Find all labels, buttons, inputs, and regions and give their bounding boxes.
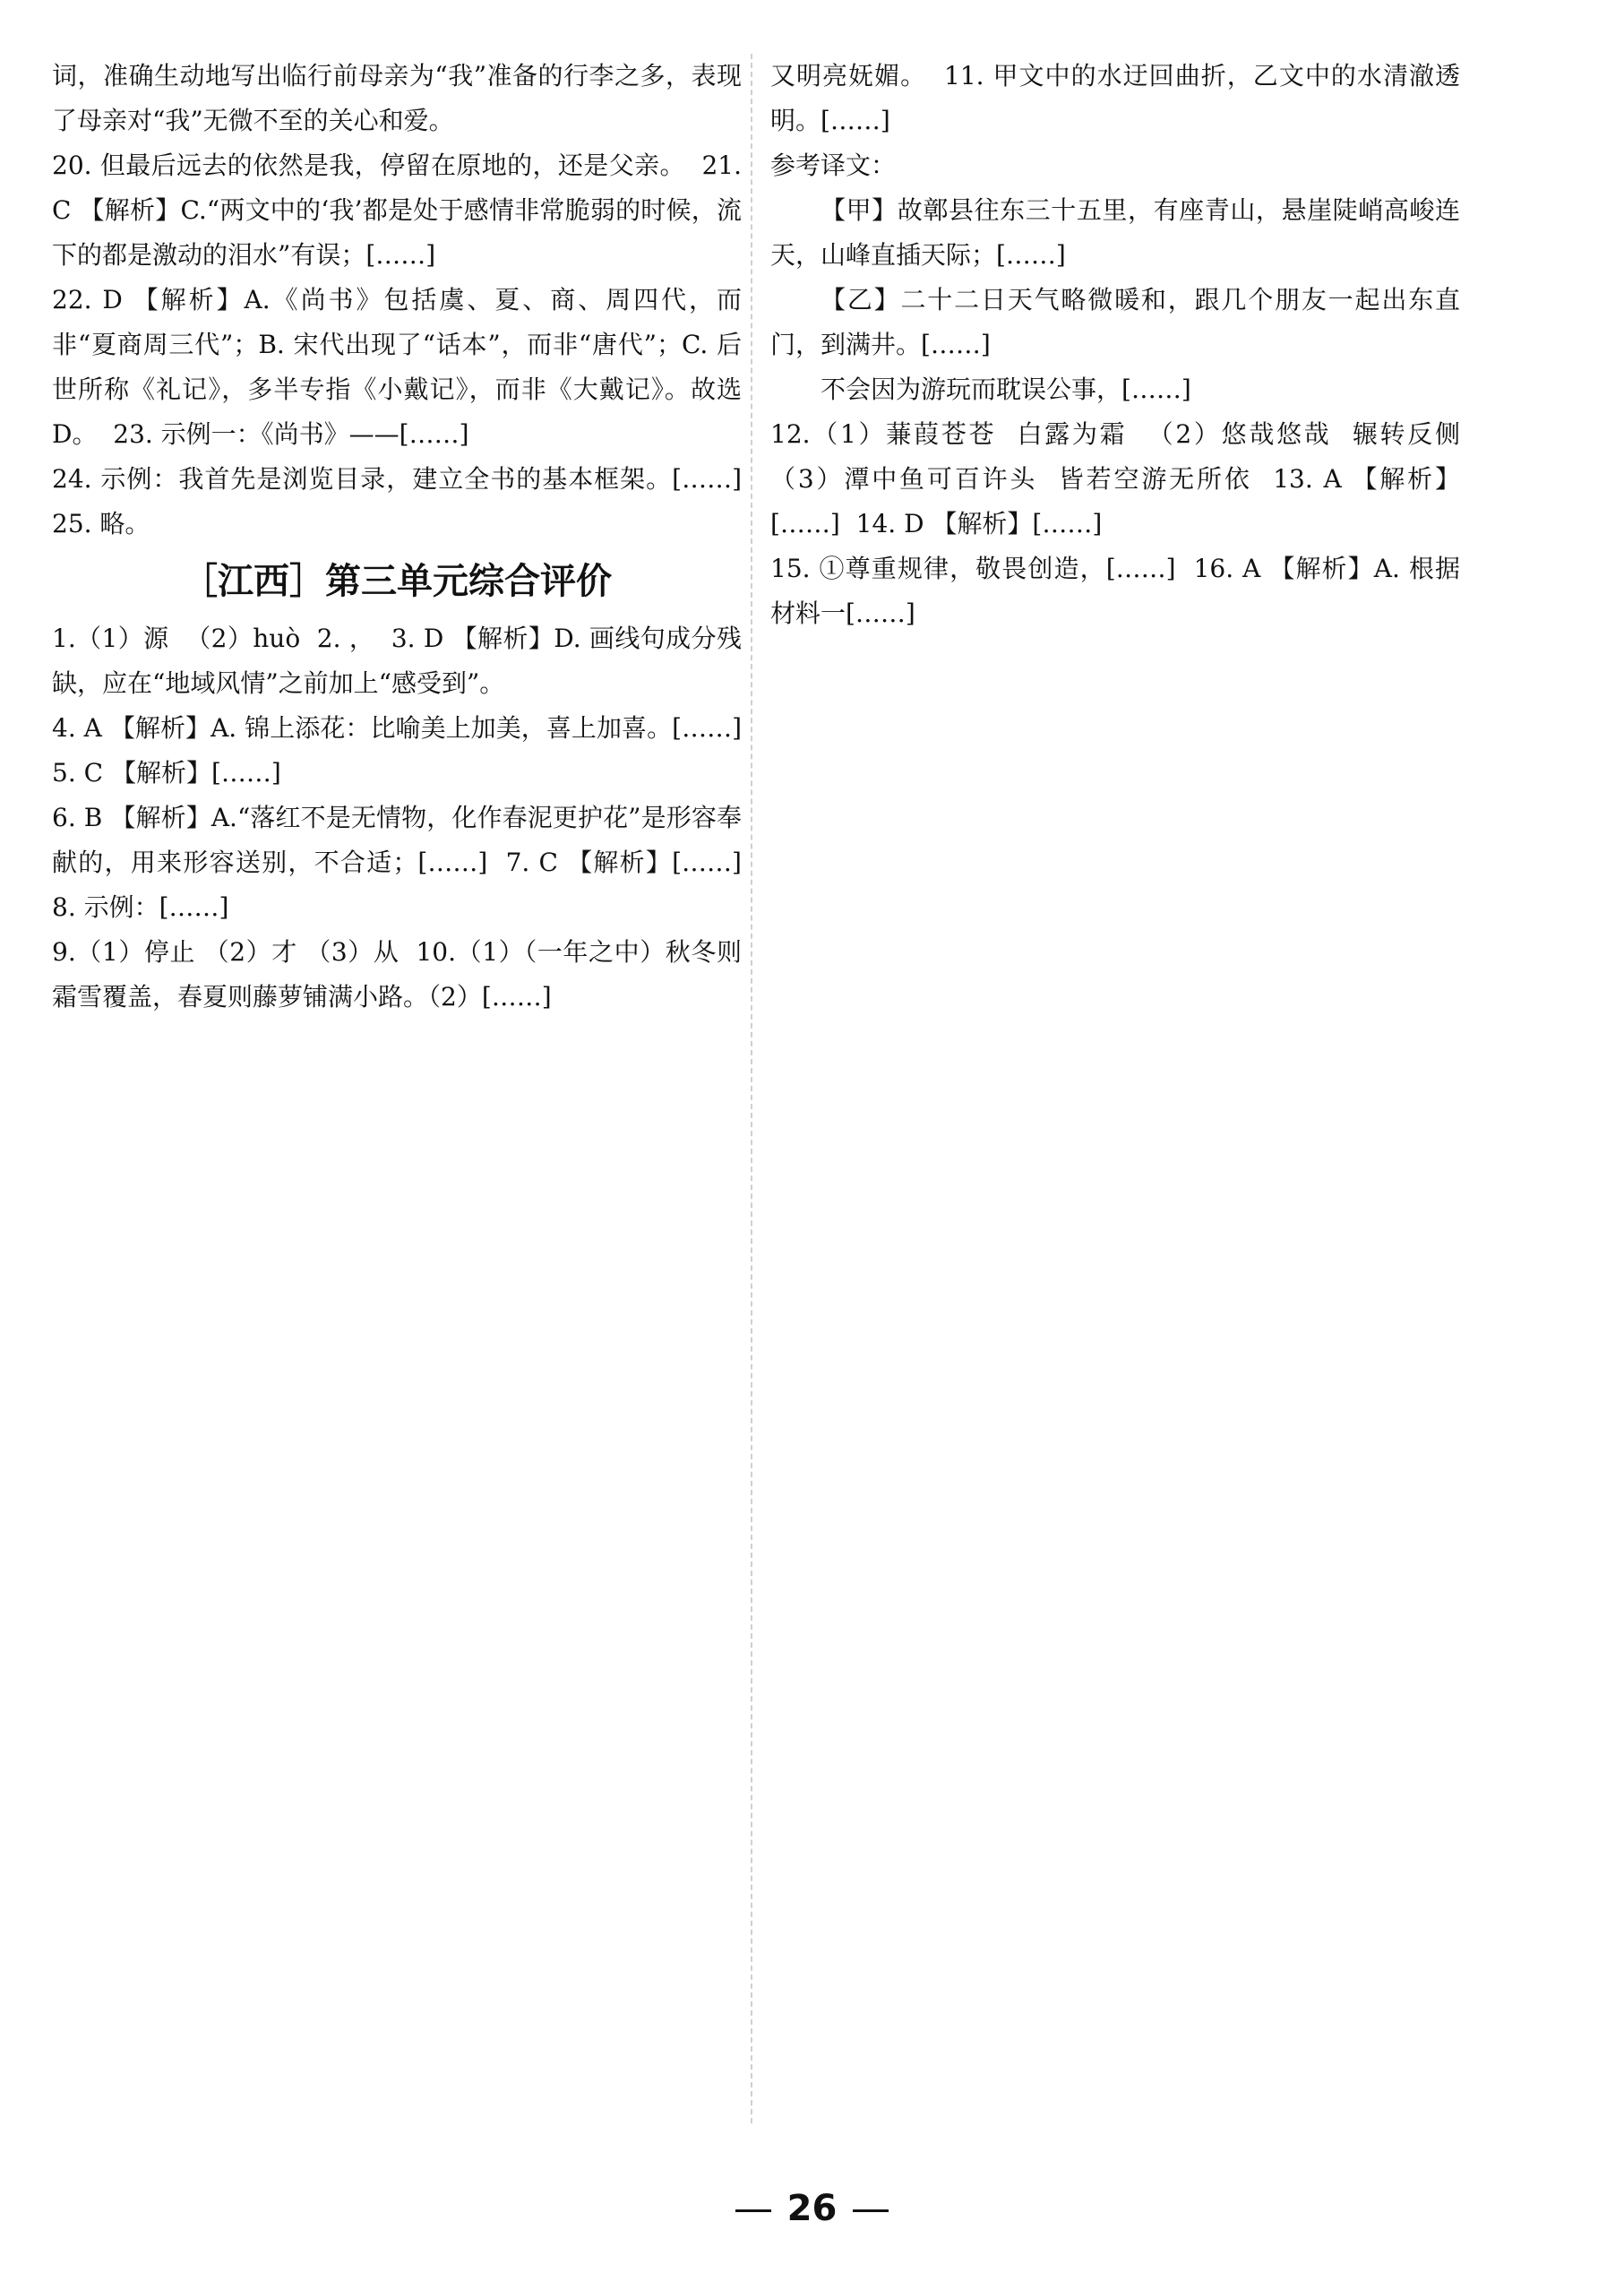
left-paragraph-5: 1.（1）源 （2）huò 2. ， 3. D 【解析】D. 画线句成分残缺，应在“地域风情”之前加上“感受到”。 (52, 624, 742, 698)
left-paragraph-2: 20. 但最后远去的依然是我，停留在原地的，还是父亲。 21. C 【解析】C.“两文中的‘我’都是处于感情非常脆弱的时候，流下的都是激动的泪水”有误；[……] (52, 151, 750, 270)
page-number-dash-right (853, 2209, 889, 2212)
left-paragraph-1: 词，准确生动地写出临行前母亲为“我”准备的行李之多，表现了母亲对“我”无微不至的关心和爱。 (52, 61, 742, 135)
page-number-text: 26 (786, 2188, 838, 2229)
column-divider (751, 54, 752, 2123)
right-paragraph-5: 12.（1）蒹葭苍苍 白露为霜 （2）悠哉悠哉 辗转反侧 （3）潭中鱼可百许头 皆若空游无所依 13. A 【解析】[……] 14. D 【解析】[……] (770, 419, 1476, 538)
section-title: ［江西］第三单元综合评价 (182, 560, 612, 602)
right-paragraph-3: 【乙】二十二日天气略微暖和，跟几个朋友一起出东直门，到满井。[……] (770, 285, 1460, 359)
right-column (770, 54, 1476, 636)
right-paragraph-4: 不会因为游玩而耽误公事，[……] (821, 375, 1191, 404)
translation-label: 参考译文： (770, 151, 897, 180)
left-paragraph-8: 9.（1）停止 （2）才 （3）从 10.（1）（一年之中）秋冬则霜雪覆盖，春夏则藤萝铺满小路。（2）[……] (52, 937, 742, 1012)
left-column (52, 54, 758, 1020)
page-number (0, 2186, 1624, 2231)
page-number-dash-left (735, 2209, 771, 2212)
left-paragraph-4: 24. 示例：我首先是浏览目录，建立全书的基本框架。[……] 25. 略。 (52, 464, 758, 538)
right-paragraph-1: 又明亮妩媚。 11. 甲文中的水迂回曲折，乙文中的水清澈透明。[……] (770, 61, 1460, 135)
right-paragraph-6: 15. ①尊重规律，敬畏创造，[……] 16. A 【解析】A. 根据材料一[……] (770, 554, 1460, 628)
right-paragraph-2: 【甲】故鄣县往东三十五里，有座青山，悬崖陡峭高峻连天，山峰直插天际；[……] (770, 195, 1460, 270)
left-paragraph-7: 6. B 【解析】A.“落红不是无情物，化作春泥更护花”是形容奉献的，用来形容送别，不合适；[……] 7. C 【解析】[……] 8. 示例：[……] (52, 803, 758, 922)
left-paragraph-3: 22. D 【解析】A.《尚书》包括虞、夏、商、周四代，而非“夏商周三代”；B. 宋代出现了“话本”，而非“唐代”；C. 后世所称《礼记》，多半专指《小戴记》，而非《大戴记》。故选 D。 23. 示例一：《尚书》——[……] (52, 285, 750, 449)
left-paragraph-6: 4. A 【解析】A. 锦上添花：比喻美上加美，喜上加喜。[……] 5. C 【解析】[……] (52, 713, 758, 788)
